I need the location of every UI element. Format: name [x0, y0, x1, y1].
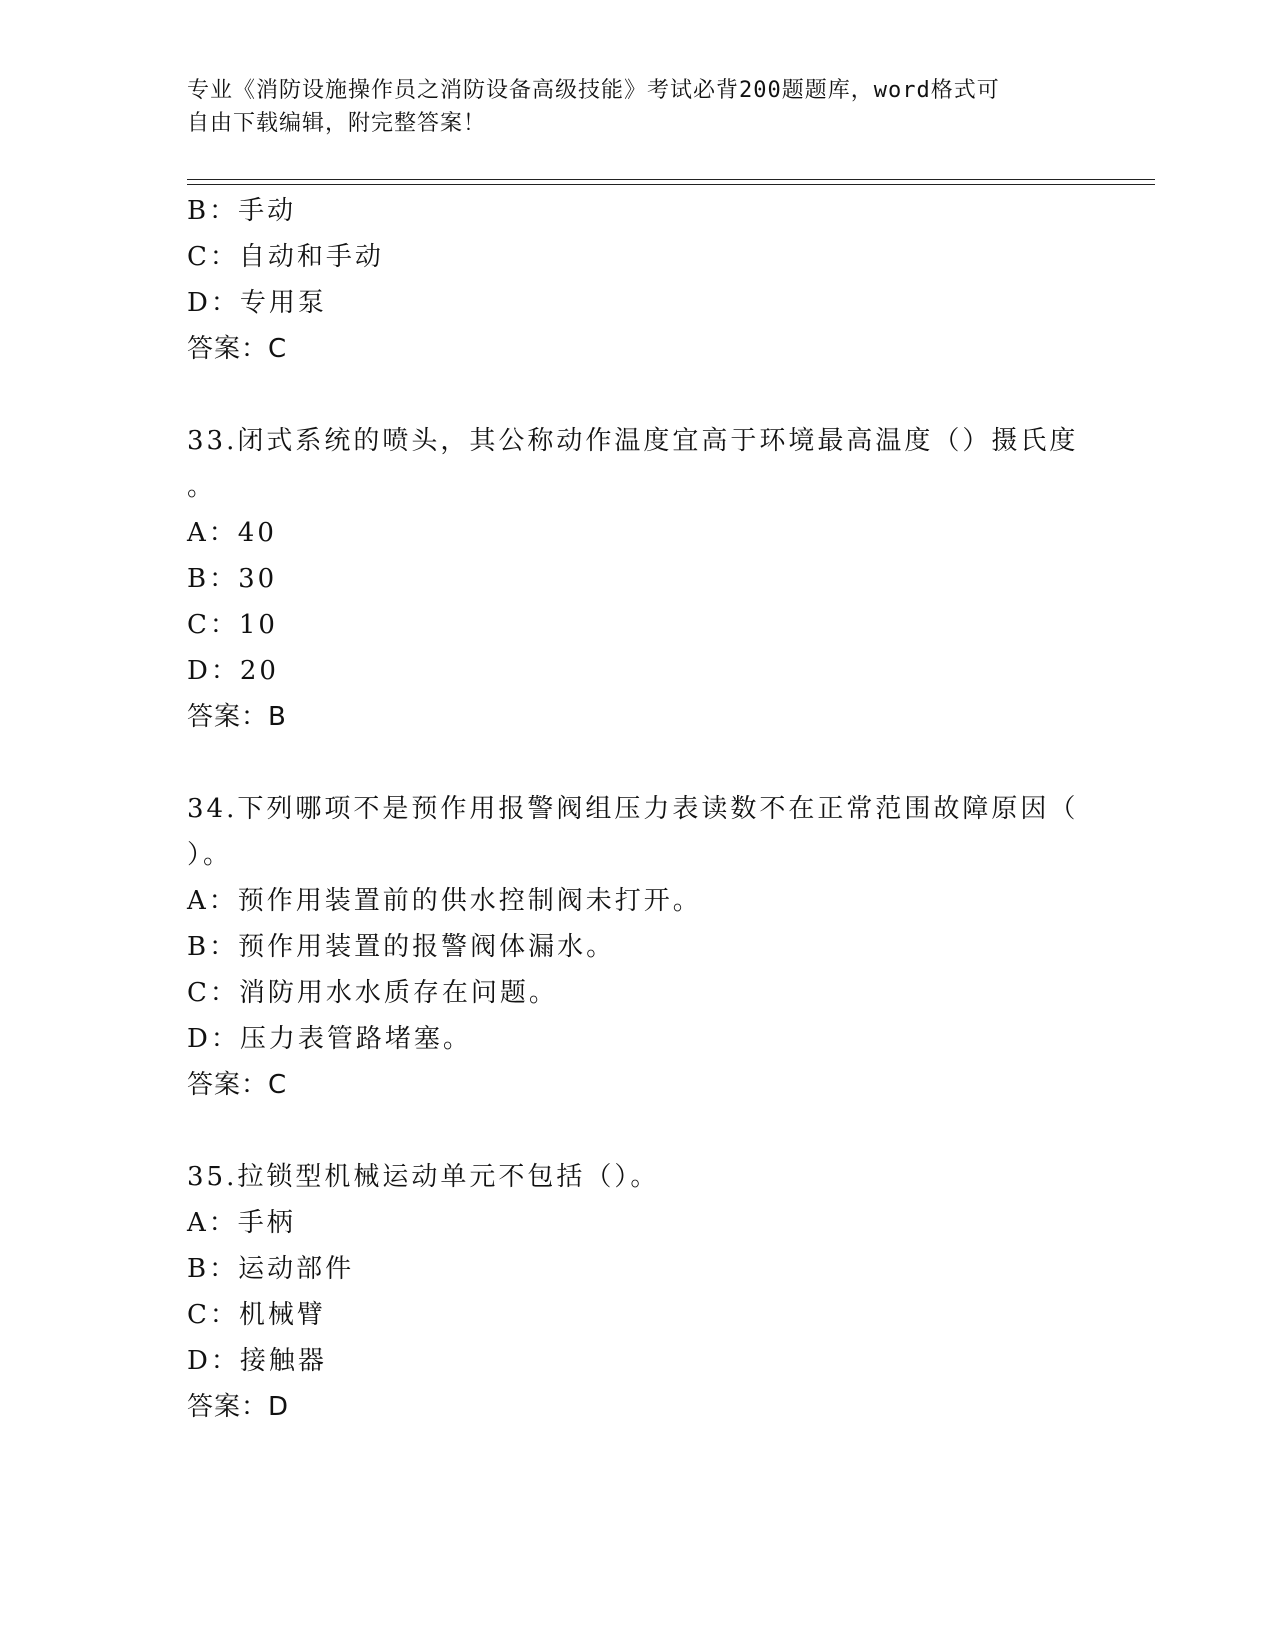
question-list: [187, 188, 1087, 1430]
question-34: [187, 786, 1087, 1108]
option-b: B：30: [187, 564, 278, 594]
question-33: [187, 418, 1087, 740]
question-stem-cont: 。: [187, 472, 217, 502]
answer-line: 答案：D: [187, 1392, 290, 1422]
option-b: B：手动: [187, 196, 297, 226]
option-d: D：20: [187, 656, 279, 686]
option-b: B：预作用装置的报警阀体漏水。: [187, 932, 616, 962]
option-b: B：运动部件: [187, 1254, 355, 1284]
header-divider-bottom: [187, 184, 1155, 185]
option-c: C：机械臂: [187, 1300, 326, 1330]
header-line-1: 专业《消防设施操作员之消防设备高级技能》考试必背200题题库，word格式可: [187, 78, 1000, 103]
question-35: [187, 1154, 1087, 1430]
question-stem: 35.拉锁型机械运动单元不包括（）。: [187, 1162, 660, 1192]
option-c: C：消防用水水质存在问题。: [187, 978, 558, 1008]
option-d: D：接触器: [187, 1346, 327, 1376]
option-c: C：10: [187, 610, 278, 640]
option-a: A：手柄: [187, 1208, 296, 1238]
header-line-2: 自由下载编辑，附完整答案！: [187, 111, 487, 136]
option-d: D：专用泵: [187, 288, 327, 318]
header-divider-top: [187, 179, 1155, 180]
option-a: A：预作用装置前的供水控制阀未打开。: [187, 886, 702, 916]
answer-line: 答案：B: [187, 702, 287, 732]
answer-line: 答案：C: [187, 334, 288, 364]
question-stem: 34.下列哪项不是预作用报警阀组压力表读数不在正常范围故障原因（: [187, 794, 1079, 824]
option-c: C：自动和手动: [187, 242, 384, 272]
option-a: A：40: [187, 518, 277, 548]
question-stem-cont: ）。: [187, 840, 233, 870]
prev-question-block: [187, 188, 1087, 372]
option-d: D：压力表管路堵塞。: [187, 1024, 472, 1054]
document-header: [187, 74, 1087, 140]
question-stem: 33.闭式系统的喷头，其公称动作温度宜高于环境最高温度（）摄氏度: [187, 426, 1079, 456]
answer-line: 答案：C: [187, 1070, 288, 1100]
